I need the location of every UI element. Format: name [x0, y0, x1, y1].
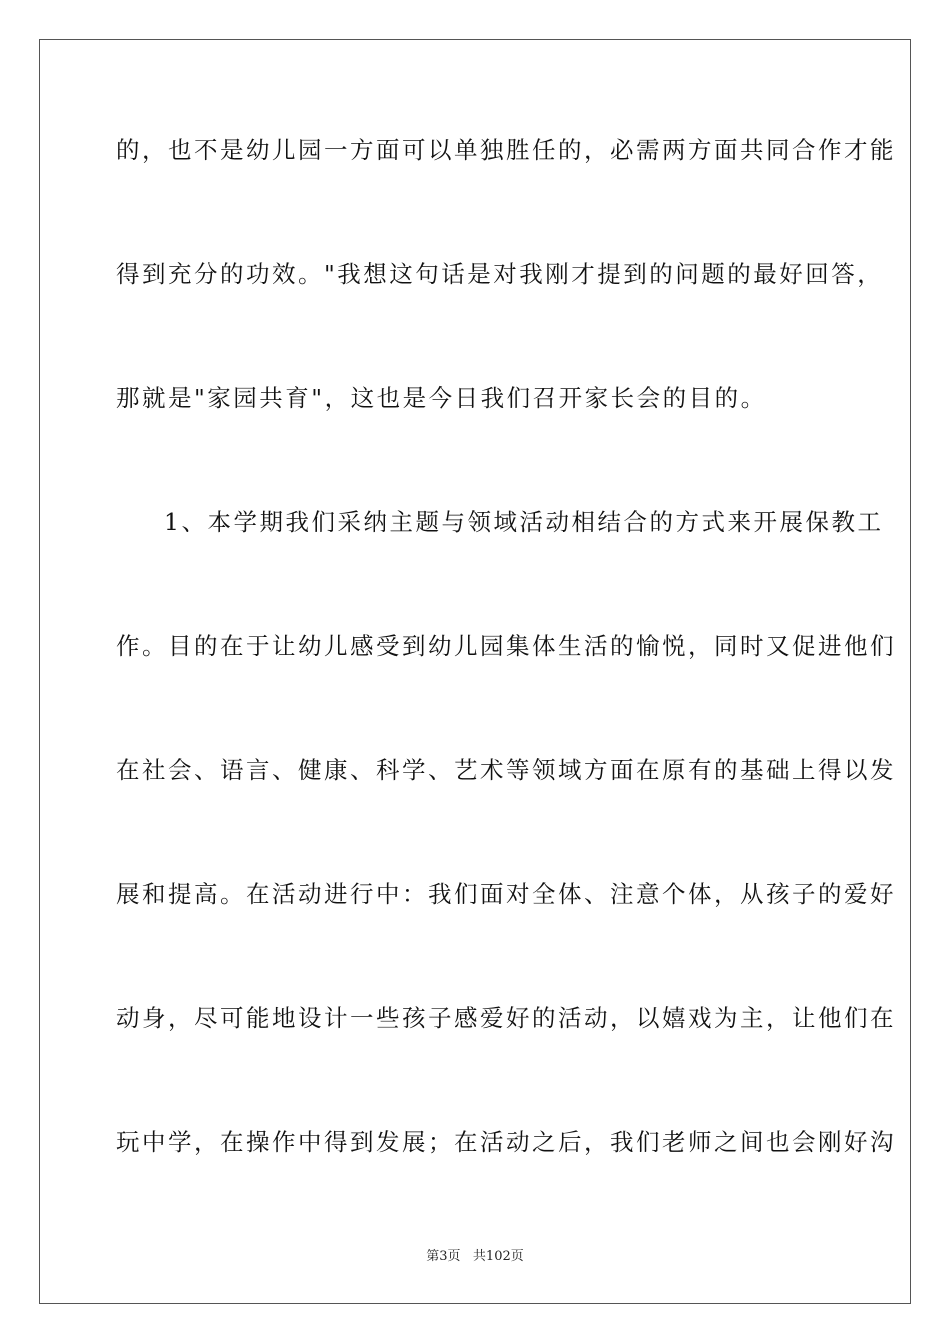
page-number: 第3页 — [426, 1249, 461, 1264]
text-line-7: 展和提高。在活动进行中：我们面对全体、注意个体，从孩子的爱好 — [116, 880, 896, 908]
page-border — [39, 39, 911, 1304]
text-line-9: 玩中学，在操作中得到发展；在活动之后，我们老师之间也会刚好沟 — [116, 1128, 896, 1156]
total-pages: 共102页 — [472, 1249, 524, 1264]
text-line-8: 动身，尽可能地设计一些孩子感爱好的活动，以嬉戏为主，让他们在 — [116, 1004, 896, 1032]
text-line-6: 在社会、语言、健康、科学、艺术等领域方面在原有的基础上得以发 — [116, 756, 896, 784]
text-line-2: 得到充分的功效。"我想这句话是对我刚才提到的问题的最好回答， — [116, 260, 884, 288]
text-line-4: 1、本学期我们采纳主题与领域活动相结合的方式来开展保教工 — [164, 508, 884, 536]
page-footer — [0, 1248, 950, 1266]
text-line-1: 的，也不是幼儿园一方面可以单独胜任的，必需两方面共同合作才能 — [116, 136, 896, 164]
text-line-3: 那就是"家园共育"，这也是今日我们召开家长会的目的。 — [116, 384, 767, 412]
text-line-5: 作。目的在于让幼儿感受到幼儿园集体生活的愉悦，同时又促进他们 — [116, 632, 896, 660]
